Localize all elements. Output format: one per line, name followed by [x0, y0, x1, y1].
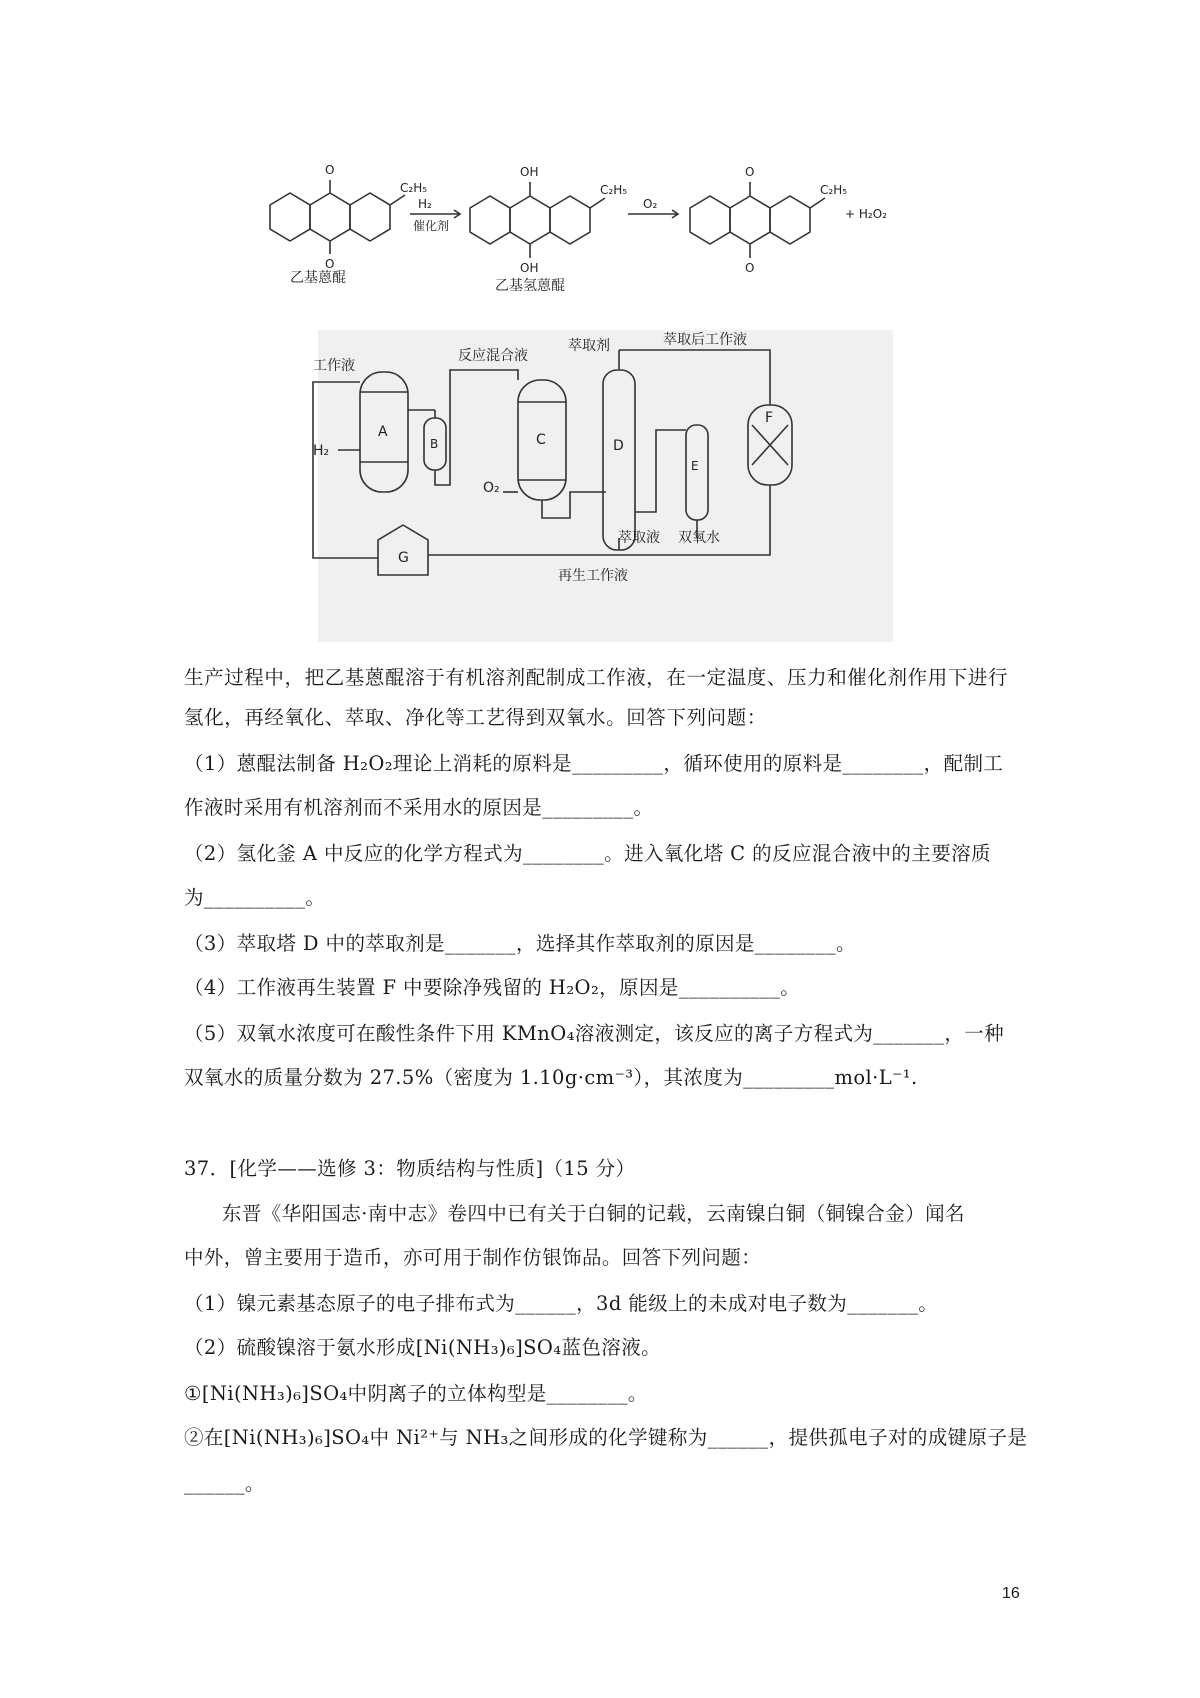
unit-E-label: E: [691, 459, 699, 473]
substituent-label: C₂H₅: [600, 183, 628, 197]
q37-2: （2）硫酸镍溶于氨水形成[Ni(NH₃)₆]SO₄蓝色溶液。: [184, 1336, 662, 1359]
q37-2-2-line2: ______。: [184, 1472, 265, 1495]
unit-D-label: D: [613, 438, 624, 454]
oxo-label: O: [745, 261, 755, 275]
h2-inlet-label: H₂: [313, 443, 330, 459]
h2o2-product: + H₂O₂: [845, 207, 887, 221]
substituent-label: C₂H₅: [820, 183, 848, 197]
q36-1-line1: （1）蒽醌法制备 H₂O₂理论上消耗的原料是_________，循环使用的原料是________，配制工: [184, 752, 1004, 775]
unit-G-label: G: [398, 550, 409, 566]
q37-2-1: ①[Ni(NH₃)₆]SO₄中阴离子的立体构型是________。: [184, 1382, 648, 1405]
reaction-mixture-label: 反应混合液: [458, 348, 528, 364]
q37-1: （1）镍元素基态原子的电子排布式为______，3d 能级上的未成对电子数为_______。: [184, 1292, 939, 1315]
reagent-h2: H₂: [418, 197, 432, 211]
extract-liquid-label: 萃取液: [618, 530, 660, 546]
q36-2-line1: （2）氢化釜 A 中反应的化学方程式为________。进入氧化塔 C 的反应混合液中的主要溶质: [184, 842, 991, 865]
extraction-tower-D: [603, 370, 635, 550]
q36-5-line1: （5）双氧水浓度可在酸性条件下用 KMnO₄溶液测定，该反应的离子方程式为_______，一种: [184, 1022, 1005, 1045]
ethylanthraquinone-structure: [270, 180, 405, 254]
q36-5-line2: 双氧水的质量分数为 27.5%（密度为 1.10g·cm⁻³），其浓度为_________mol·L⁻¹.: [184, 1066, 918, 1089]
unit-F-label: F: [765, 410, 774, 426]
hydroxy-label: OH: [520, 261, 539, 275]
regenerated-liquid-label: 再生工作液: [558, 568, 628, 584]
product-anthraquinone-structure: [690, 182, 825, 258]
intermediate-label: 乙基氢蒽醌: [495, 278, 565, 294]
q36-3: （3）萃取塔 D 中的萃取剂是_______，选择其作萃取剂的原因是________。: [184, 932, 856, 955]
q37-heading: 37．[化学——选修 3：物质结构与性质]（15 分）: [184, 1157, 636, 1180]
working-liquid-label: 工作液: [313, 358, 355, 374]
extractant-label: 萃取剂: [568, 338, 610, 354]
reagent-o2: O₂: [643, 197, 658, 211]
oxo-label: O: [325, 163, 335, 177]
q36-1-line2: 作液时采用有机溶剂而不采用水的原因是_________。: [184, 796, 654, 819]
substituent-label: C₂H₅: [400, 181, 428, 195]
oxo-label: O: [745, 165, 755, 179]
unit-B-label: B: [430, 437, 439, 451]
process-flowchart: [313, 330, 893, 642]
q36-4: （4）工作液再生装置 F 中要除净残留的 H₂O₂，原因是__________。: [184, 976, 801, 999]
oxo-label: O: [325, 257, 335, 271]
o2-inlet-label: O₂: [483, 480, 500, 496]
ethylanthrahydroquinone-structure: [470, 182, 605, 258]
post-extraction-label: 萃取后工作液: [663, 332, 747, 348]
reactant-label: 乙基蒽醌: [290, 270, 346, 286]
q37-para-line1: 东晋《华阳国志·南中志》卷四中已有关于白铜的记载，云南镍白铜（铜镍合金）闻名: [222, 1202, 965, 1225]
hydrogen-peroxide-label: 双氧水: [678, 530, 720, 546]
page-number: 16: [1002, 1585, 1020, 1602]
q37-2-2-line1: ②在[Ni(NH₃)₆]SO₄中 Ni²⁺与 NH₃之间形成的化学键称为______，提供孤电子对的成键原子是: [184, 1426, 1028, 1449]
unit-A-label: A: [378, 424, 388, 440]
intro-paragraph: 生产过程中，把乙基蒽醌溶于有机溶剂配制成工作液，在一定温度、压力和催化剂作用下进行氢化，再经氧化、萃取、净化等工艺得到双氧水。回答下列问题：: [184, 666, 1009, 729]
unit-C-label: C: [536, 432, 546, 448]
q36-2-line2: 为__________。: [184, 886, 326, 909]
reaction-scheme: [250, 150, 950, 320]
q37-para-line2: 中外，曾主要用于造币，亦可用于制作仿银饰品。回答下列问题：: [184, 1246, 762, 1269]
hydroxy-label: OH: [520, 165, 539, 179]
catalyst-label: 催化剂: [413, 219, 450, 233]
